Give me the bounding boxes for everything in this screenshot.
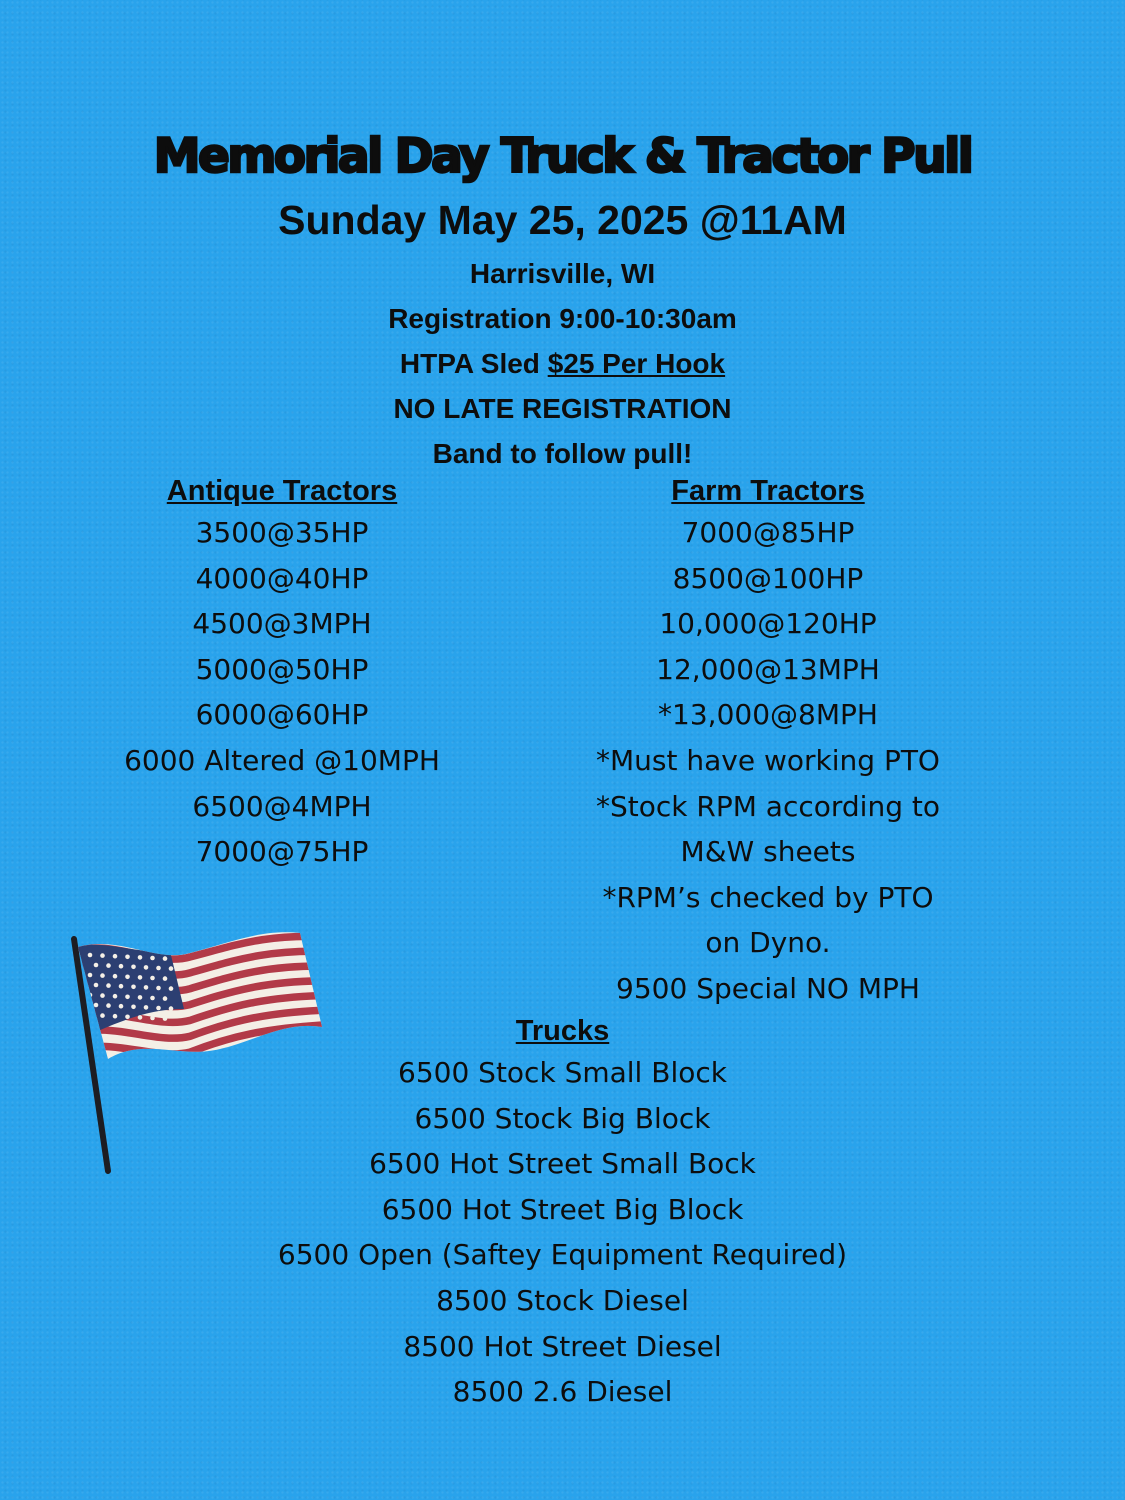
truck-class: 8500 2.6 Diesel	[452, 1375, 673, 1409]
antique-tractors-heading: Antique Tractors	[166, 475, 398, 507]
truck-class: 6500 Hot Street Big Block	[381, 1192, 744, 1226]
antique-class: 6000 Altered @10MPH	[124, 743, 440, 777]
truck-class: 6500 Stock Small Block	[398, 1056, 727, 1089]
farm-rule: *Must have working PTO	[596, 743, 940, 777]
farm-class: *13,000@8MPH	[658, 698, 878, 732]
farm-class: 8500@100HP	[672, 561, 864, 595]
antique-class: 6500@4MPH	[192, 789, 372, 823]
farm-class: 7000@85HP	[681, 516, 855, 549]
sled-prefix: HTPA Sled	[399, 348, 548, 379]
sled-price: $25 Per Hook	[547, 348, 726, 379]
truck-class: 6500 Hot Street Small Bock	[369, 1147, 756, 1181]
event-date: Sunday May 25, 2025 @11AM	[278, 197, 847, 243]
truck-class: 8500 Hot Street Diesel	[403, 1329, 722, 1363]
poster-title: Memorial Day Truck & Tractor Pull	[153, 129, 972, 184]
trucks-heading: Trucks	[515, 1015, 610, 1047]
sled-price-line	[0, 341, 1125, 386]
farm-rule: *Stock RPM according to	[596, 789, 940, 823]
antique-class: 4500@3MPH	[192, 607, 372, 641]
antique-class: 7000@75HP	[195, 835, 369, 869]
farm-class: 10,000@120HP	[659, 607, 877, 641]
antique-tractors-column	[72, 472, 492, 875]
event-info	[0, 251, 1125, 476]
antique-class: 4000@40HP	[195, 561, 369, 595]
antique-class: 5000@50HP	[195, 652, 369, 686]
farm-tractors-column	[558, 472, 978, 1012]
event-location: Harrisville, WI	[469, 258, 656, 289]
antique-class: 3500@35HP	[195, 516, 369, 549]
farm-rule: M&W sheets	[680, 835, 856, 869]
band-notice: Band to follow pull!	[432, 438, 693, 469]
registration-time: Registration 9:00-10:30am	[388, 303, 737, 334]
truck-class: 8500 Stock Diesel	[436, 1283, 689, 1317]
farm-tractors-heading: Farm Tractors	[671, 475, 865, 507]
american-flag-icon	[60, 925, 340, 1180]
farm-class: 12,000@13MPH	[656, 652, 880, 686]
farm-rule: *RPM’s checked by PTO	[602, 880, 934, 914]
truck-class: 6500 Open (Saftey Equipment Required)	[277, 1238, 848, 1272]
late-registration-notice: NO LATE REGISTRATION	[393, 393, 732, 424]
farm-rule: on Dyno.	[705, 926, 831, 960]
farm-class: 9500 Special NO MPH	[616, 971, 920, 1005]
truck-class: 6500 Stock Big Block	[414, 1101, 711, 1135]
antique-class: 6000@60HP	[195, 698, 369, 732]
